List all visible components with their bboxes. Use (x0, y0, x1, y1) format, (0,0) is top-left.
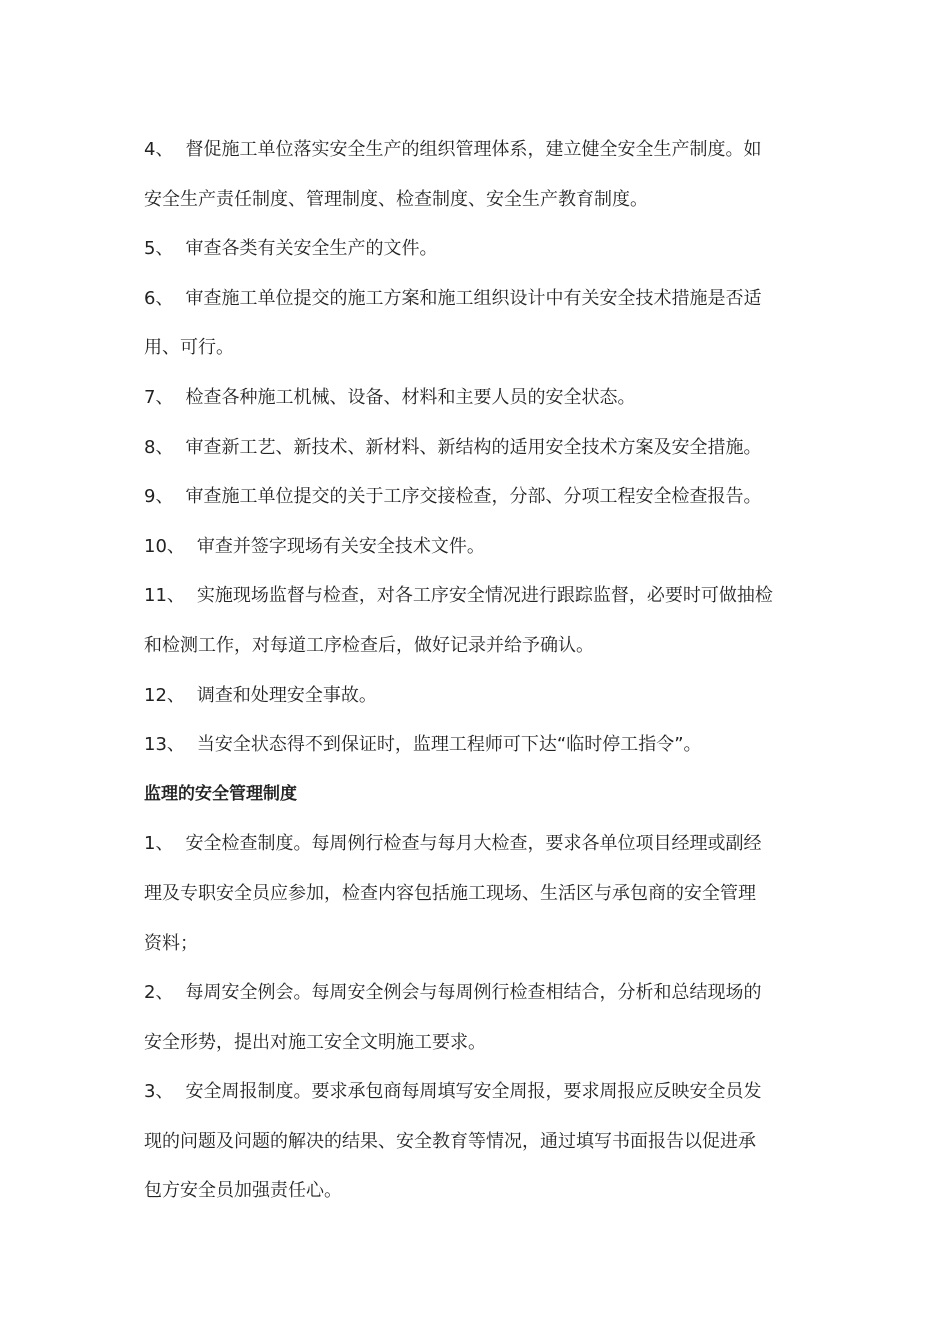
item-text: 审查施工单位提交的关于工序交接检查，分部、分项工程安全检查报告。 (185, 486, 762, 508)
item-text: 调查和处理安全事故。 (196, 684, 377, 706)
policy-item-3-continued (144, 1117, 809, 1167)
item-number: 9、 (144, 486, 174, 508)
section-heading: 监理的安全管理制度 (144, 783, 297, 804)
list-item-10 (144, 522, 809, 572)
list-item-7 (144, 373, 809, 423)
item-text: 理及专职安全员应参加，检查内容包括施工现场、生活区与承包商的安全管理 (144, 882, 756, 904)
item-number: 8、 (144, 436, 174, 458)
list-item-12 (144, 671, 809, 721)
item-number: 11、 (144, 585, 185, 607)
item-number: 12、 (144, 684, 185, 706)
list-item-6-continued (144, 323, 809, 373)
list-item-13 (144, 720, 809, 770)
item-text: 当安全状态得不到保证时，监理工程师可下达“临时停工指令”。 (196, 734, 702, 756)
item-number: 3、 (144, 1081, 174, 1103)
policy-item-2 (144, 968, 809, 1018)
item-text: 审查各类有关安全生产的文件。 (185, 238, 438, 260)
list-item-6 (144, 274, 809, 324)
item-text: 实施现场监督与检查，对各工序安全情况进行跟踪监督，必要时可做抽检 (196, 585, 773, 607)
document-body (144, 125, 809, 1216)
item-number: 2、 (144, 982, 174, 1004)
item-number: 1、 (144, 833, 174, 855)
item-text: 用、可行。 (144, 337, 234, 359)
item-number: 7、 (144, 386, 174, 408)
policy-item-3-continued (144, 1166, 809, 1216)
list-item-9 (144, 472, 809, 522)
item-text: 安全生产责任制度、管理制度、检查制度、安全生产教育制度。 (144, 188, 648, 210)
item-number: 5、 (144, 238, 174, 260)
item-text: 和检测工作，对每道工序检查后，做好记录并给予确认。 (144, 634, 594, 656)
item-number: 4、 (144, 139, 174, 160)
item-number: 13、 (144, 734, 185, 756)
item-text: 审查施工单位提交的施工方案和施工组织设计中有关安全技术措施是否适 (185, 287, 762, 309)
item-text: 审查新工艺、新技术、新材料、新结构的适用安全技术方案及安全措施。 (185, 436, 762, 458)
item-number: 6、 (144, 287, 174, 309)
list-item-11-continued (144, 621, 809, 671)
item-text: 资料； (144, 932, 198, 954)
policy-item-2-continued (144, 1018, 809, 1068)
list-item-4 (144, 125, 809, 175)
list-item-5 (144, 224, 809, 274)
item-text: 包方安全员加强责任心。 (144, 1180, 342, 1202)
item-text: 安全形势，提出对施工安全文明施工要求。 (144, 1031, 486, 1053)
item-text: 审查并签字现场有关安全技术文件。 (196, 535, 485, 557)
list-item-11 (144, 571, 809, 621)
item-text: 督促施工单位落实安全生产的组织管理体系，建立健全安全生产制度。如 (185, 139, 762, 160)
item-text: 检查各种施工机械、设备、材料和主要人员的安全状态。 (185, 386, 636, 408)
item-text: 安全检查制度。每周例行检查与每月大检查，要求各单位项目经理或副经 (185, 833, 762, 855)
item-text: 每周安全例会。每周安全例会与每周例行检查相结合，分析和总结现场的 (185, 982, 762, 1004)
item-text: 现的问题及问题的解决的结果、安全教育等情况，通过填写书面报告以促进承 (144, 1130, 756, 1152)
list-item-8 (144, 423, 809, 473)
policy-item-1-continued (144, 869, 809, 919)
policy-item-1-continued (144, 919, 809, 969)
item-text: 安全周报制度。要求承包商每周填写安全周报，要求周报应反映安全员发 (185, 1081, 762, 1103)
list-item-4-continued (144, 175, 809, 225)
policy-item-1 (144, 819, 809, 869)
item-number: 10、 (144, 535, 185, 557)
policy-item-3 (144, 1067, 809, 1117)
